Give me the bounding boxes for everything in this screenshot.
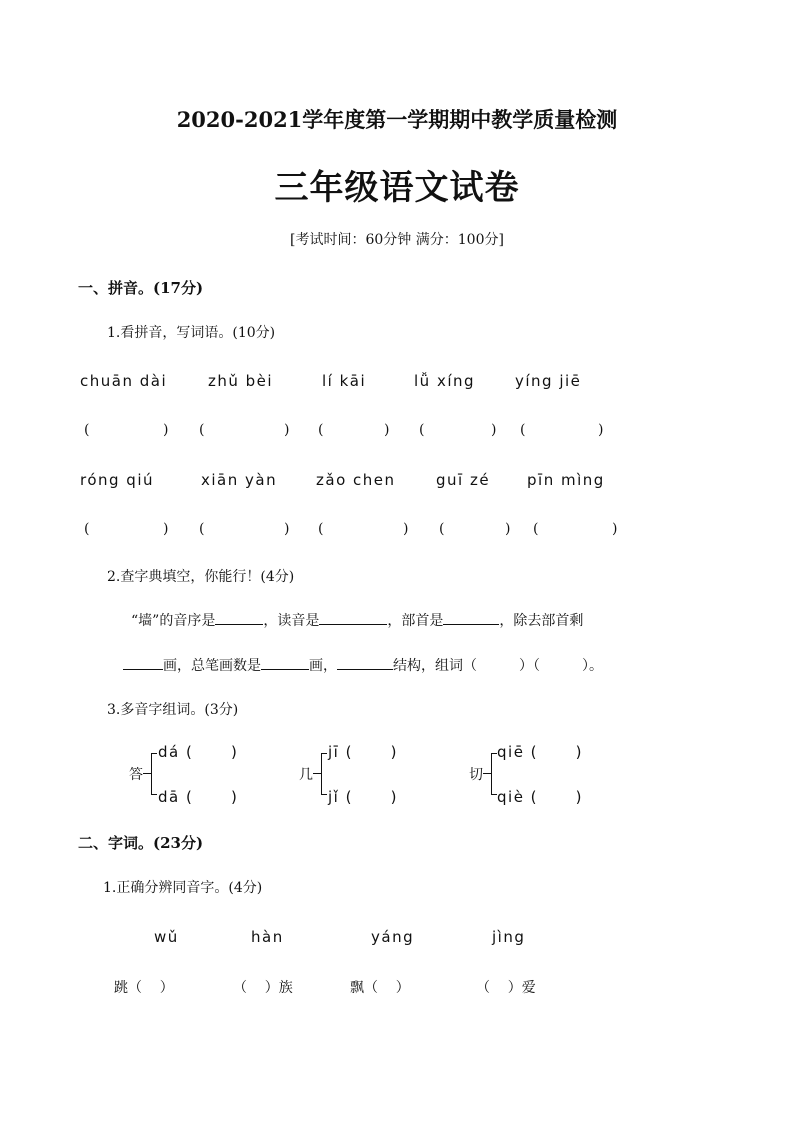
q2-text: ，部首是 [387,613,444,629]
pinyin-word: lǚ xíng [414,372,476,390]
answer-paren-open: ( [84,521,90,537]
q2-text: “墙”的音序是 [131,613,216,629]
homophone-pinyin: hàn [251,928,284,946]
polyphone-reading: dá ( ) [158,743,239,761]
q2-text: ，读音是 [263,613,320,629]
brace-icon [321,753,327,795]
brace-icon [151,753,157,795]
q2-text: 画，总笔画数是 [163,658,261,674]
bracket-stem [483,773,491,774]
polyphone-char: 切 [469,767,483,783]
polyphone-char: 几 [299,767,313,783]
q2-line2 [123,655,603,675]
homophone-item: （ ）爱 [476,980,536,996]
pinyin-word: yíng jiē [515,372,582,390]
pinyin-word: pīn mìng [527,471,605,489]
polyphone-reading: jǐ ( ) [328,788,398,806]
q2-prompt: 2.查字典填空，你能行！(4分) [107,569,295,585]
answer-paren-open: ( [199,521,205,537]
answer-paren-close: ) [403,521,409,537]
polyphone-char: 答 [129,767,143,783]
q2-line1 [131,610,583,630]
homophone-pinyin: jìng [492,928,526,946]
fill-blank[interactable] [123,655,163,670]
answer-paren-open: ( [520,422,526,438]
answer-paren-open: ( [533,521,539,537]
exam-subject-title: 三年级语文试卷 [274,168,520,208]
answer-paren-open: ( [318,422,324,438]
q3-prompt: 3.多音字组词。(3分) [107,702,239,718]
homophone-pinyin: wǔ [154,928,179,946]
fill-blank[interactable] [443,610,499,625]
polyphone-reading: dā ( ) [158,788,239,806]
bracket-stem [143,773,151,774]
answer-paren-open: ( [84,422,90,438]
answer-paren-open: ( [199,422,205,438]
answer-paren-close: ) [598,422,604,438]
answer-paren-open: ( [419,422,425,438]
pinyin-word: zhǔ bèi [208,372,274,390]
section1-heading: 一、拼音。(17分) [78,279,204,297]
answer-paren-close: ) [163,422,169,438]
fill-blank[interactable] [261,655,309,670]
exam-header-title: 2020-2021学年度第一学期期中教学质量检测 [176,107,618,132]
q2-text: ）。 [582,658,603,674]
polyphone-reading: jī ( ) [328,743,398,761]
answer-paren-close: ) [284,422,290,438]
bracket-stem [313,773,321,774]
answer-paren-close: ) [163,521,169,537]
homophone-item: 飘（ ） [350,980,410,996]
fill-blank[interactable] [319,610,387,625]
answer-paren-open: ( [318,521,324,537]
q2-text: ）（ [519,658,540,674]
answer-paren-close: ) [384,422,390,438]
q2-text: 画， [309,658,337,674]
q2-text: ，除去部首剩 [499,613,584,629]
section2-heading: 二、字词。(23分) [78,834,204,852]
pinyin-word: xiān yàn [201,471,278,489]
homophone-item: （ ）族 [233,980,293,996]
polyphone-reading: qiè ( ) [497,788,583,806]
homophone-item: 跳（ ） [114,980,174,996]
fill-blank[interactable] [215,610,263,625]
pinyin-word: zǎo chen [316,471,396,489]
pinyin-word: róng qiú [80,471,155,489]
pinyin-word: chuān dài [80,372,168,390]
answer-paren-open: ( [439,521,445,537]
answer-paren-close: ) [612,521,618,537]
exam-info: [考试时间：60分钟 满分：100分] [290,232,504,248]
polyphone-reading: qiē ( ) [497,743,583,761]
answer-paren-close: ) [505,521,511,537]
fill-blank[interactable] [337,655,393,670]
pinyin-word: guī zé [436,471,491,489]
answer-paren-close: ) [491,422,497,438]
s2-q1-prompt: 1.正确分辨同音字。(4分) [103,880,263,896]
q1-prompt: 1.看拼音，写词语。(10分) [107,325,276,341]
answer-paren-close: ) [284,521,290,537]
homophone-pinyin: yáng [371,928,415,946]
q2-text: 结构，组词（ [393,658,477,674]
pinyin-word: lí kāi [322,372,367,390]
